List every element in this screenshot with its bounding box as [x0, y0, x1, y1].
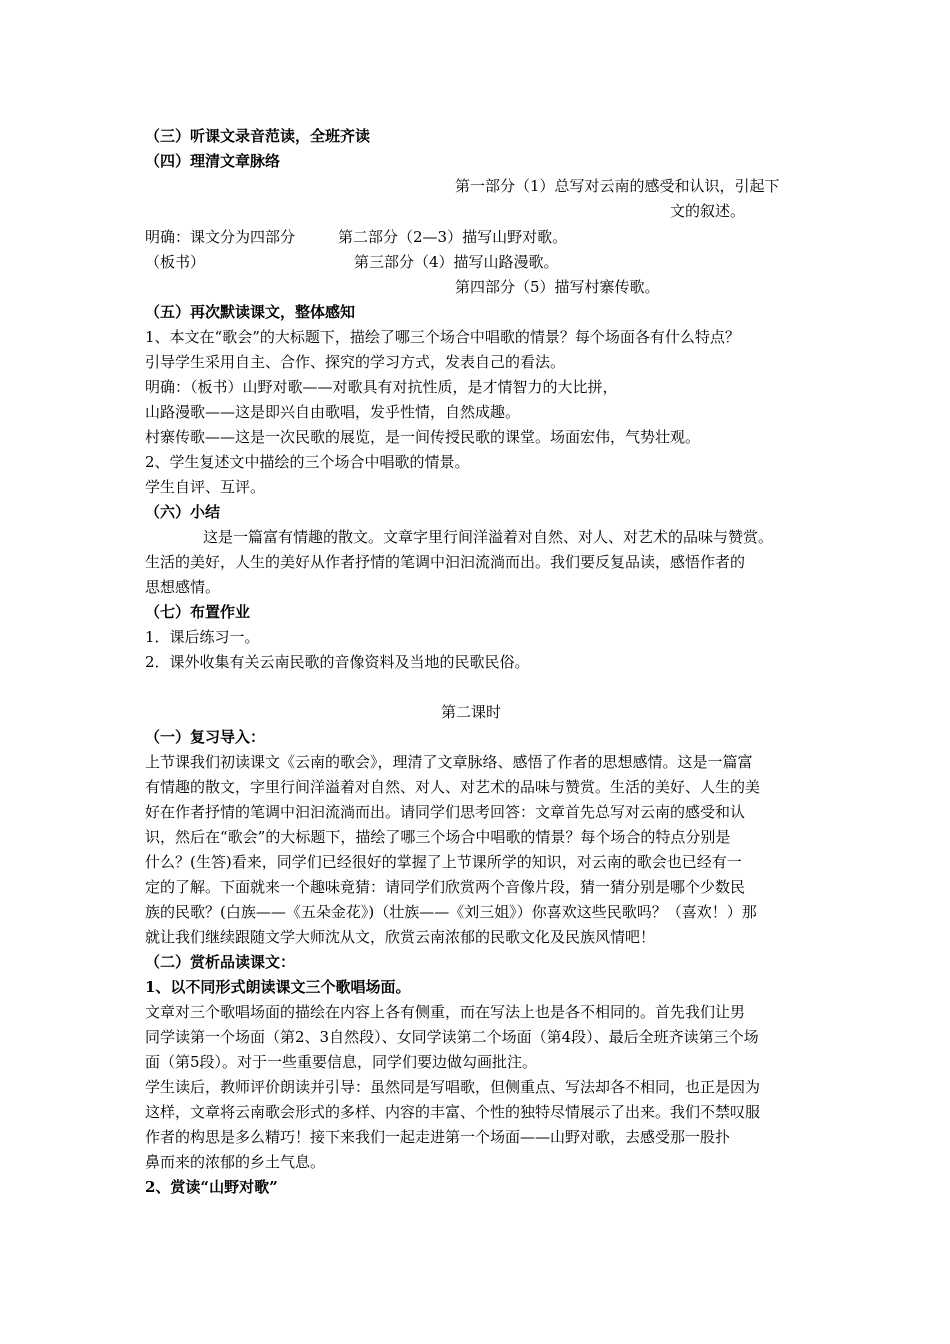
paragraph-line: 就让我们继续跟随文学大师沈从文，欣赏云南浓郁的民歌文化及民族风情吧！ [145, 928, 656, 946]
section-heading: （一）复习导入： [145, 728, 266, 746]
section-heading: （七）布置作业 [145, 603, 251, 621]
paragraph-line: 2．课外收集有关云南民歌的音像资料及当地的民歌民俗。 [145, 653, 530, 671]
paragraph-line: 引导学生采用自主、合作、探究的学习方式，发表自己的看法。 [145, 353, 566, 371]
paragraph-line: 鼻而来的浓郁的乡土气息。 [145, 1153, 326, 1171]
subsection-heading: 1、以不同形式朗读课文三个歌唱场面。 [145, 978, 411, 996]
paragraph-line: 同学读第一个场面（第2、3自然段）、女同学读第二个场面（第4段）、最后全班齐读第三个场 [145, 1028, 759, 1046]
paragraph-line: 学生自评、互评。 [145, 478, 266, 496]
section-heading: （四）理清文章脉络 [145, 152, 281, 170]
paragraph-line: 学生读后，教师评价朗读并引导：虽然同是写唱歌，但侧重点、写法却各不相同，也正是因为 [145, 1078, 761, 1096]
paragraph-line: 1．课后练习一。 [145, 628, 260, 646]
paragraph-line: 2、学生复述文中描绘的三个场合中唱歌的情景。 [145, 453, 470, 471]
outline-part-1: 第一部分（1）总写对云南的感受和认识，引起下 [455, 177, 780, 195]
paragraph-line: 识，然后在“歌会”的大标题下，描绘了哪三个场合中唱歌的情景？每个场合的特点分别是 [145, 828, 731, 846]
paragraph-line: （板书） [145, 253, 206, 271]
paragraph-line: 村寨传歌——这是一次民歌的展览，是一间传授民歌的课堂。场面宏伟，气势壮观。 [145, 428, 701, 446]
paragraph-line: 思想感情。 [145, 578, 221, 596]
section-heading: （六）小结 [145, 503, 221, 521]
section-heading: （五）再次默读课文，整体感知 [145, 303, 356, 321]
paragraph-line: 这是一篇富有情趣的散文。文章字里行间洋溢着对自然、对人、对艺术的品味与赞赏。 [203, 528, 774, 546]
paragraph-line: 好在作者抒情的笔调中汩汩流淌而出。请同学们思考回答：文章首先总写对云南的感受和认 [145, 803, 746, 821]
paragraph-line: 生活的美好，人生的美好从作者抒情的笔调中汩汩流淌而出。我们要反复品读，感悟作者的 [145, 553, 746, 571]
paragraph-line: 明确：（板书）山野对歌——对歌具有对抗性质，是才情智力的大比拼， [145, 378, 618, 396]
section-heading: （二）赏析品读课文： [145, 953, 296, 971]
paragraph-line: 文章对三个歌唱场面的描绘在内容上各有侧重，而在写法上也是各不相同的。首先我们让男 [145, 1003, 746, 1021]
lesson-title: 第二课时 [441, 703, 502, 721]
paragraph-line: 山路漫歌——这是即兴自由歌唱，发乎性情，自然成趣。 [145, 403, 521, 421]
subsection-heading: 2、赏读“山野对歌” [145, 1178, 278, 1196]
paragraph-line: 什么？(生答)看来，同学们已经很好的掌握了上节课所学的知识，对云南的歌会也已经有一 [145, 853, 742, 871]
paragraph-line: 上节课我们初读课文《云南的歌会》，理清了文章脉络、感悟了作者的思想感情。这是一篇富 [145, 753, 753, 771]
paragraph-line: 明确：课文分为四部分 [145, 228, 296, 246]
section-heading: （三）听课文录音范读，全班齐读 [145, 127, 371, 145]
paragraph-line: 定的了解。下面就来一个趣味竟猜：请同学们欣赏两个音像片段，猜一猜分别是哪个少数民 [145, 878, 746, 896]
outline-part-4: 第四部分（5）描写村寨传歌。 [455, 278, 660, 296]
paragraph-line: 1、本文在“歌会”的大标题下，描绘了哪三个场合中唱歌的情景？每个场面各有什么特点？ [145, 328, 740, 346]
paragraph-line: 作者的构思是多么精巧！接下来我们一起走进第一个场面——山野对歌，去感受那一股扑 [145, 1128, 731, 1146]
paragraph-line: 族的民歌？(白族——《五朵金花》)（壮族——《刘三姐》）你喜欢这些民歌吗？（喜欢！）那 [145, 903, 757, 921]
outline-part-3: 第三部分（4）描写山路漫歌。 [354, 253, 559, 271]
paragraph-line: 有情趣的散文，字里行间洋溢着对自然、对人、对艺术的品味与赞赏。生活的美好、人生的美 [145, 778, 761, 796]
paragraph-line: 这样，文章将云南歌会形式的多样、内容的丰富、个性的独特尽情展示了出来。我们不禁叹服 [145, 1103, 761, 1121]
outline-part-2: 第二部分（2—3）描写山野对歌。 [338, 228, 568, 246]
outline-part-1-cont: 文的叙述。 [670, 202, 746, 220]
paragraph-line: 面（第5段）。对于一些重要信息，同学们要边做勾画批注。 [145, 1053, 538, 1071]
